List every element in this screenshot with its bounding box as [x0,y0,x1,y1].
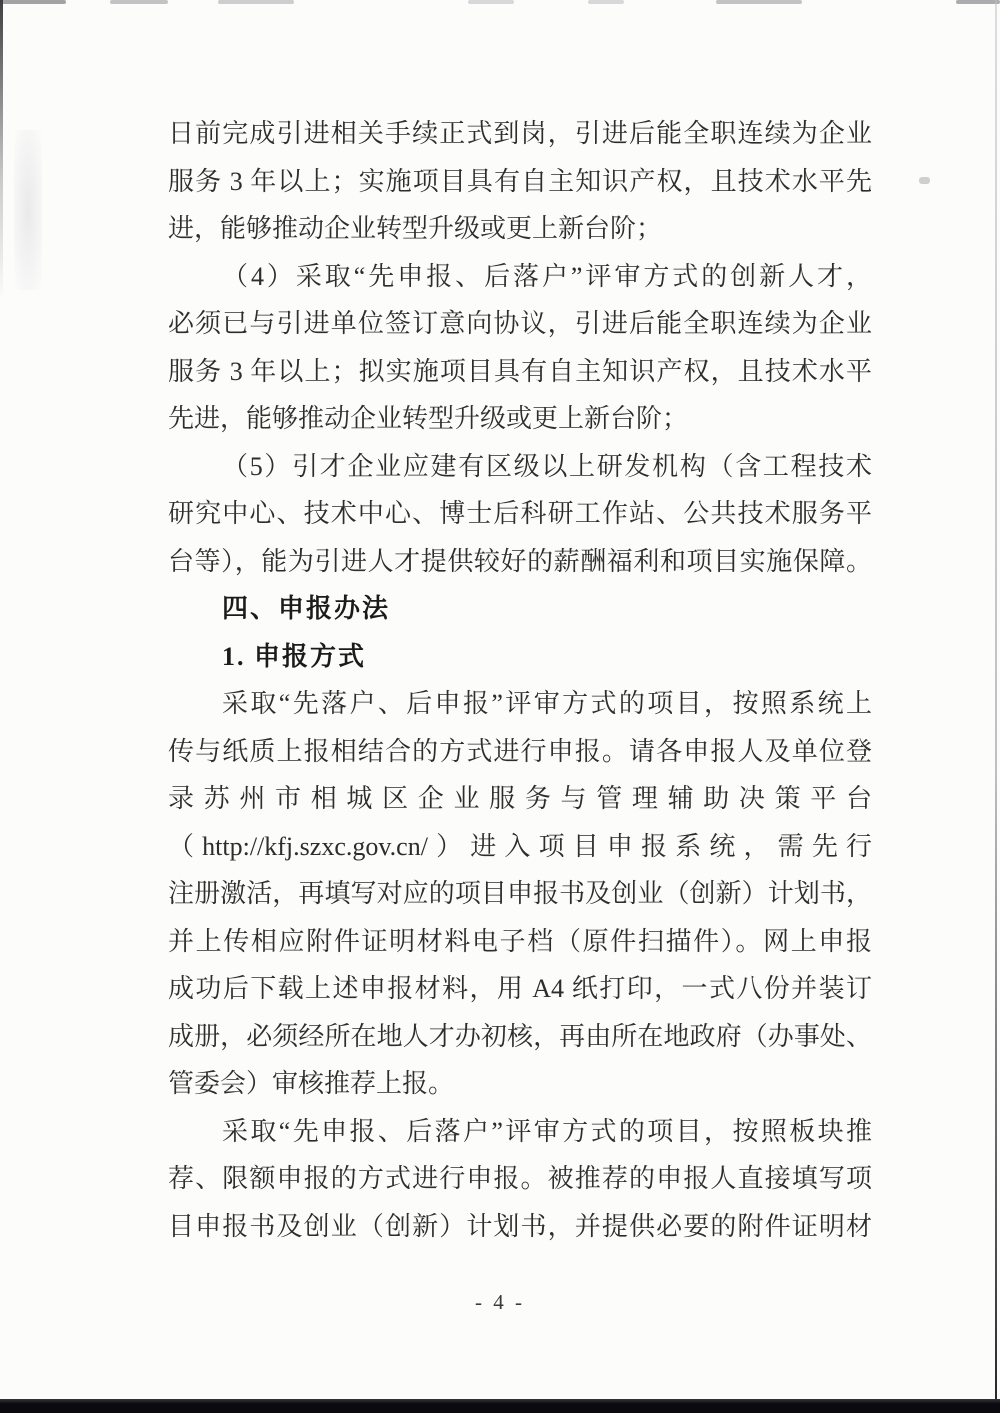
scan-artifact-bottom-band [0,1399,1000,1413]
scan-artifact-right-edge [995,0,997,1399]
document-line: （http://kfj.szxc.gov.cn/）进入项目申报系统，需先行 [168,831,872,861]
scan-artifact-top-edge [956,0,1000,4]
document-line: 成功后下载上述申报材料，用 A4 纸打印，一式八份并装订 [168,974,872,1003]
document-line: 服务 3 年以上；实施项目具有自主知识产权，且技术水平先 [168,166,872,196]
document-line: 日前完成引进相关手续正式到岗，引进后能全职连续为企业 [168,119,872,148]
document-line: 录苏州市相城区企业服务与管理辅助决策平台 [168,784,872,813]
scan-artifact-top-edge [218,0,294,4]
document-line: 先进，能够推动企业转型升级或更上新台阶； [168,404,689,433]
scan-artifact-left-edge [0,0,3,300]
document-line: 目申报书及创业（创新）计划书，并提供必要的附件证明材 [168,1211,872,1241]
document-line: （4）采取“先申报、后落户”评审方式的创新人才， [222,261,872,291]
document-line: 服务 3 年以上；拟实施项目具有自主知识产权，且技术水平 [168,356,872,386]
document-line: 进，能够推动企业转型升级或更上新台阶； [168,214,663,243]
document-line: 荐、限额申报的方式进行申报。被推荐的申报人直接填写项 [168,1164,872,1193]
heading-line: 1. 申报方式 [222,641,367,671]
document-line: 并上传相应附件证明材料电子档（原件扫描件）。网上申报 [168,926,872,956]
document-line: 台等），能为引进人才提供较好的薪酬福利和项目实施保障。 [168,546,872,576]
document-line: 采取“先申报、后落户”评审方式的项目，按照板块推 [222,1116,872,1146]
scan-artifact-smudge [14,130,42,290]
document-line: 研究中心、技术中心、博士后科研工作站、公共技术服务平 [168,499,872,528]
scan-artifact-top-edge [110,0,168,4]
scan-artifact-top-edge [0,0,66,4]
document-line: 必须已与引进单位签订意向协议，引进后能全职连续为企业 [168,309,872,338]
document-line: 传与纸质上报相结合的方式进行申报。请各申报人及单位登 [168,736,872,766]
document-line: 管委会）审核推荐上报。 [168,1069,455,1098]
heading-line: 四、申报办法 [222,594,391,623]
scan-artifact-top-edge [716,0,802,4]
document-line: 注册激活，再填写对应的项目申报书及创业（创新）计划书， [168,879,872,908]
scan-artifact-top-edge [468,0,514,4]
document-line: 成册，必须经所在地人才办初核，再由所在地政府（办事处、 [168,1021,872,1051]
document-line: 采取“先落户、后申报”评审方式的项目，按照系统上 [222,689,872,718]
document-body [168,110,872,1250]
scan-artifact-top-edge [588,0,624,4]
page-number: - 4 - [475,1290,525,1314]
document-line: （5）引才企业应建有区级以上研发机构（含工程技术 [222,451,872,481]
scan-artifact-smudge [919,177,930,184]
